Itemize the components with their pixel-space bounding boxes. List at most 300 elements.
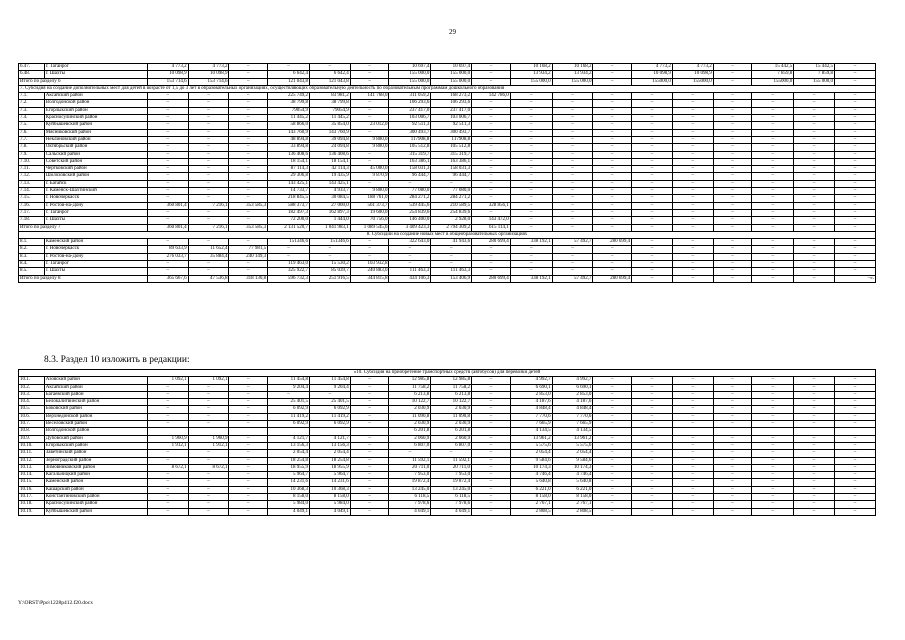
table-cell: 5 984,0: [309, 501, 350, 508]
table-cell: –: [229, 413, 268, 420]
table-cell: 153 714,6: [147, 78, 188, 85]
table-cell: –: [752, 253, 794, 260]
table-cell: 6 118,5: [389, 494, 431, 501]
table-title-row: [19, 370, 876, 377]
table-cell: 11 090,8: [389, 413, 431, 420]
table-cell: –: [510, 209, 552, 216]
district-name: Красносулинский район: [44, 501, 147, 508]
table-cell: 4 049,1: [309, 508, 350, 515]
table-cell: –: [593, 435, 632, 442]
table-cell: –: [632, 115, 673, 122]
table-cell: 338 192,1: [510, 239, 552, 246]
table-cell: –: [593, 158, 632, 165]
table-cell: 365 667,6: [147, 275, 188, 282]
table-cell: 151346,6: [309, 239, 350, 246]
table-cell: –: [672, 494, 713, 501]
table-row: [19, 209, 876, 216]
table-cell: –: [510, 151, 552, 158]
table-cell: 77 080,0: [431, 188, 472, 195]
table-cell: 7 953,0: [431, 472, 472, 479]
table-cell: –: [672, 377, 713, 384]
row-number: 7.15.: [19, 195, 45, 202]
table-cell: 280 699,4: [472, 239, 511, 246]
table-cell: –: [147, 173, 188, 180]
table-cell: 254 839,6: [389, 209, 431, 216]
table-cell: –: [510, 180, 552, 187]
table-cell: –: [472, 479, 511, 486]
table-cell: 13 245,0: [389, 486, 431, 493]
table-cell: –: [835, 71, 876, 78]
table-cell: –: [834, 472, 875, 479]
table-cell: –: [835, 173, 876, 180]
table-cell: –: [834, 377, 875, 384]
table-cell: 136 408,6: [309, 151, 350, 158]
table-cell: 240 883,0: [350, 268, 389, 275]
table-cell: –: [552, 209, 593, 216]
table-cell: –: [188, 180, 229, 187]
table-cell: –: [350, 464, 389, 471]
district-name: Белокалитвинский район: [44, 399, 147, 406]
table-cell: –: [593, 173, 632, 180]
table-cell: –: [510, 144, 552, 151]
table-cell: –: [188, 413, 229, 420]
table-cell: –: [472, 494, 511, 501]
district-name: Советский район: [44, 158, 147, 165]
table-cell: 4 049,1: [268, 508, 310, 515]
table-cell: –: [593, 64, 632, 71]
table-cell: 146 400,0: [389, 217, 431, 224]
table-cell: –: [472, 406, 511, 413]
table-cell: 13 934,2: [552, 71, 593, 78]
table-cell: 106 293,6: [389, 100, 431, 107]
table-cell: 6 118,5: [431, 494, 472, 501]
table-cell: –: [268, 253, 310, 260]
table-cell: –: [229, 195, 268, 202]
table-cell: –: [794, 399, 835, 406]
table-cell: –: [552, 253, 593, 260]
table-cell: –: [472, 158, 511, 165]
table-cell: 280 699,4: [593, 275, 632, 282]
table-cell: 155000,0: [632, 78, 673, 85]
table-cell: –: [552, 217, 593, 224]
table-cell: 7 216,1: [188, 202, 229, 209]
table-cell: –: [794, 501, 835, 508]
table-cell: 13 156,3: [268, 442, 310, 449]
table-cell: 143 425,1: [309, 180, 350, 187]
table-cell: 19 600,0: [350, 209, 389, 216]
table-cell: 89 633,9: [147, 246, 188, 253]
table-cell: –: [147, 195, 188, 202]
table-cell: –: [147, 391, 188, 398]
table-cell: –: [552, 261, 593, 268]
table-cell: 11 090,8: [431, 413, 472, 420]
table-cell: –: [188, 129, 229, 136]
table-cell: –: [552, 173, 593, 180]
table-cell: –: [752, 494, 794, 501]
table-cell: –: [593, 78, 632, 85]
row-number: 10.5.: [19, 406, 45, 413]
table-row: [19, 180, 876, 187]
table-cell: –: [593, 209, 632, 216]
district-name: Куйбышевский район: [44, 508, 147, 515]
table-cell: 6 092,9: [309, 421, 350, 428]
table-cell: –: [552, 107, 593, 114]
table-cell: –: [188, 166, 229, 173]
table-cell: –: [593, 494, 632, 501]
table-cell: –: [794, 180, 835, 187]
table-cell: 434 106,3: [389, 275, 431, 282]
row-number: 10.8.: [19, 428, 45, 435]
table-cell: 6 642,4: [309, 71, 350, 78]
table-cell: 10 098,9: [632, 71, 673, 78]
table-cell: –: [350, 435, 389, 442]
table-cell: –: [229, 107, 268, 114]
table-cell: –: [593, 413, 632, 420]
table-cell: –: [350, 158, 389, 165]
table-cell: –: [632, 173, 673, 180]
row-number: 10.1.: [19, 377, 45, 384]
table-cell: 45 000,0: [350, 166, 389, 173]
table-cell: –: [752, 224, 794, 231]
table-cell: –: [672, 450, 713, 457]
section-title: 8. Субсидии на создание новых мест в общеобразовательных организациях: [19, 231, 876, 238]
table-cell: –: [229, 399, 268, 406]
table-cell: –: [713, 173, 752, 180]
row-number: 8.4.: [19, 261, 45, 268]
row-number: 7.17.: [19, 209, 45, 216]
table-row: [19, 428, 876, 435]
table-cell: 7 978,6: [431, 501, 472, 508]
row-number: 10.18.: [19, 501, 45, 508]
table-cell: 103 932,8: [350, 261, 389, 268]
table-cell: –: [350, 457, 389, 464]
district-name: Кагальницкий район: [44, 472, 147, 479]
table-cell: –: [472, 151, 511, 158]
table-row: [19, 202, 876, 209]
table-cell: –: [672, 472, 713, 479]
row-number: 10.17.: [19, 494, 45, 501]
table-cell: –: [752, 435, 794, 442]
table-cell: –: [835, 158, 876, 165]
table-cell: 210 589,5: [431, 202, 472, 209]
table-cell: –: [672, 93, 713, 100]
table-cell: –: [713, 129, 752, 136]
district-name: Егорлыкский район: [44, 442, 147, 449]
table-cell: 155 000,0: [510, 78, 552, 85]
table-cell: –: [632, 501, 673, 508]
table-row: [19, 129, 876, 136]
table-cell: –: [632, 188, 673, 195]
table-cell: 9 800,0: [350, 144, 389, 151]
table-cell: 2 054,4: [309, 450, 350, 457]
table-cell: –: [794, 246, 835, 253]
table-cell: 218 845,5: [268, 195, 310, 202]
table-cell: –: [632, 180, 673, 187]
district-name: Октябрьский район: [44, 144, 147, 151]
table-cell: –: [632, 399, 673, 406]
table-cell: –: [834, 413, 875, 420]
table-cell: –: [632, 144, 673, 151]
table-cell: –: [147, 472, 188, 479]
table-cell: –: [834, 406, 875, 413]
table-cell: –: [713, 71, 752, 78]
table-cell: –: [672, 246, 713, 253]
district-name: Куйбышевский район: [44, 122, 147, 129]
table-row: [19, 136, 876, 143]
table-cell: –: [834, 494, 875, 501]
table-cell: 328 856,1: [472, 202, 511, 209]
budget-table-part-1: [18, 63, 876, 283]
district-name: г. Таганрог: [44, 64, 147, 71]
table-cell: –: [147, 188, 188, 195]
table-cell: 338 192,1: [510, 275, 552, 282]
table-cell: –: [350, 384, 389, 391]
table-cell: –: [632, 209, 673, 216]
table-cell: –: [835, 268, 876, 275]
table-cell: –: [713, 158, 752, 165]
table-cell: –: [147, 136, 188, 143]
table-cell: 57 492,7: [552, 275, 593, 282]
table-cell: –: [632, 261, 673, 268]
row-number: 7.18.: [19, 217, 45, 224]
table-cell: –: [632, 136, 673, 143]
table-cell: 18 254,8: [309, 457, 350, 464]
table-cell: –: [672, 253, 713, 260]
table-cell: –: [835, 136, 876, 143]
table-cell: 106 293,6: [431, 100, 472, 107]
table-row: [19, 275, 876, 282]
table-cell: –: [632, 377, 673, 384]
table-cell: 4 121,7: [309, 435, 350, 442]
table-cell: –: [632, 166, 673, 173]
table-cell: –: [147, 100, 188, 107]
table-cell: 9 800,0: [350, 188, 389, 195]
table-cell: 35 854,0: [309, 122, 350, 129]
table-cell: 153 714,6: [188, 78, 229, 85]
total-label: Итого по разделу 8: [19, 275, 148, 282]
table-cell: –: [713, 442, 752, 449]
table-cell: 315 319,7: [431, 151, 472, 158]
district-name: Каменский район: [44, 479, 147, 486]
table-cell: 4 187,6: [510, 399, 552, 406]
table-cell: –: [229, 450, 268, 457]
table-cell: –: [229, 93, 268, 100]
table-cell: 18 154,1: [268, 158, 310, 165]
table-cell: –: [632, 93, 673, 100]
row-number: 10.3.: [19, 391, 45, 398]
district-name: Чертковский район: [44, 166, 147, 173]
table-cell: –: [472, 384, 511, 391]
table-cell: –: [794, 158, 835, 165]
table-cell: –: [632, 253, 673, 260]
table-cell: 30 084,5: [309, 195, 350, 202]
table-cell: –: [835, 195, 876, 202]
table-row: [19, 93, 876, 100]
table-cell: –: [835, 217, 876, 224]
table-cell: –: [593, 129, 632, 136]
table-cell: 6 642,4: [268, 71, 310, 78]
table-cell: 18 955,9: [309, 464, 350, 471]
table-cell: –: [835, 78, 876, 85]
table-cell: 14 231,6: [268, 479, 310, 486]
table-cell: 9 204,4: [268, 384, 310, 391]
row-number: 10.15.: [19, 479, 45, 486]
table-cell: 2 808,5: [510, 508, 552, 515]
table-cell: 42 114,3: [309, 166, 350, 173]
table-cell: –: [672, 479, 713, 486]
table-cell: –: [794, 188, 835, 195]
table-cell: 11 592,1: [389, 457, 431, 464]
table-cell: –: [229, 435, 268, 442]
table-cell: 48 894,8: [268, 136, 310, 143]
table-cell: –: [472, 246, 511, 253]
table-cell: –: [147, 107, 188, 114]
table-cell: 4 746,4: [552, 472, 593, 479]
table-cell: –: [593, 144, 632, 151]
table-cell: [147, 428, 188, 435]
table-cell: 225 749,2: [268, 93, 310, 100]
table-cell: –: [552, 202, 593, 209]
table-cell: –: [593, 391, 632, 398]
table-cell: –: [593, 464, 632, 471]
table-cell: –: [632, 508, 673, 515]
table-cell: 119 463,0: [268, 261, 310, 268]
table-cell: –: [672, 413, 713, 420]
table-cell: –: [431, 180, 472, 187]
table-cell: 4 746,4: [510, 472, 552, 479]
table-cell: –: [147, 209, 188, 216]
table-cell: –: [752, 406, 794, 413]
table-cell: –: [593, 107, 632, 114]
table-cell: 142 786,0: [472, 93, 511, 100]
table-cell: –: [713, 486, 752, 493]
table-cell: 5 984,0: [268, 501, 310, 508]
table-cell: –: [350, 486, 389, 493]
table-cell: –: [593, 377, 632, 384]
table-cell: 7 665,9: [552, 421, 593, 428]
file-path-footer: Y:\ORST\Ppo\1228p412.f20.docx: [18, 600, 93, 606]
table-cell: –: [752, 93, 794, 100]
table-cell: –: [229, 457, 268, 464]
table-cell: –: [188, 450, 229, 457]
table-cell: –: [713, 100, 752, 107]
table-cell: –: [713, 421, 752, 428]
table-cell: 111 463,3: [431, 268, 472, 275]
table-cell: –: [794, 486, 835, 493]
table-cell: –: [713, 217, 752, 224]
table-cell: 4 773,2: [188, 64, 229, 71]
table-cell: 13 156,3: [309, 442, 350, 449]
table-cell: –: [835, 180, 876, 187]
table-cell: –: [794, 166, 835, 173]
table-cell: 38 799,8: [268, 100, 310, 107]
row-number: 7.14.: [19, 188, 45, 195]
table-cell: –: [593, 472, 632, 479]
table-cell: –: [672, 406, 713, 413]
table-cell: –: [147, 406, 188, 413]
table-row: [19, 472, 876, 479]
table-cell: –: [472, 501, 511, 508]
table-cell: –: [188, 501, 229, 508]
table-cell: –: [713, 435, 752, 442]
table-cell: 6 201,8: [389, 428, 431, 435]
table-cell: –: [188, 399, 229, 406]
table-cell: 6 213,8: [431, 391, 472, 398]
table-cell: –: [713, 253, 752, 260]
table-cell: 1 960,9: [147, 435, 188, 442]
table-cell: –: [593, 399, 632, 406]
table-cell: –: [593, 166, 632, 173]
table-cell: 15 442,5: [752, 64, 794, 71]
table-cell: 4 848,4: [552, 406, 593, 413]
table-cell: –: [713, 122, 752, 129]
table-cell: –: [632, 100, 673, 107]
table-cell: –: [510, 246, 552, 253]
table-cell: 13 961,2: [510, 435, 552, 442]
table-cell: –: [713, 115, 752, 122]
row-number: 7.7.: [19, 136, 45, 143]
table-cell: 11 758,2: [431, 384, 472, 391]
table-cell: –: [835, 64, 876, 71]
table-cell: 155000,0: [672, 78, 713, 85]
table-cell: –: [472, 268, 511, 275]
table-cell: –: [794, 457, 835, 464]
table-cell: –: [672, 217, 713, 224]
table-cell: –: [835, 122, 876, 129]
table-cell: 6 690,1: [510, 384, 552, 391]
table-row: [19, 173, 876, 180]
table-cell: –: [834, 501, 875, 508]
table-cell: –: [472, 180, 511, 187]
table-cell: 117908,8: [431, 136, 472, 143]
table-cell: –: [632, 195, 673, 202]
table-cell: –: [752, 115, 794, 122]
table-cell: –: [472, 435, 511, 442]
table-cell: 1 912,1: [147, 442, 188, 449]
table-cell: –: [147, 144, 188, 151]
table-cell: –: [632, 202, 673, 209]
table-cell: 10 368,3: [309, 486, 350, 493]
table-cell: –: [794, 377, 835, 384]
table-cell: 1 041 983,1: [309, 224, 350, 231]
table-cell: 143 760,9: [309, 129, 350, 136]
table-title: «10. Субсидия на приобретение транспортных средств (автобусов) для перевозки детей: [19, 370, 876, 377]
table-cell: –: [188, 508, 229, 515]
table-cell: –: [350, 508, 389, 515]
table-cell: –: [672, 464, 713, 471]
table-cell: 251 916,5: [309, 275, 350, 282]
table-cell: –: [672, 144, 713, 151]
table-row: [19, 494, 876, 501]
table-cell: –: [672, 384, 713, 391]
table-cell: [309, 428, 350, 435]
table-cell: [752, 428, 794, 435]
table-cell: –: [713, 64, 752, 71]
table-cell: –: [752, 202, 794, 209]
table-cell: 4 848,4: [510, 406, 552, 413]
table-cell: 121 043,8: [268, 78, 310, 85]
table-cell: –: [389, 246, 431, 253]
table-cell: –: [794, 93, 835, 100]
district-name: Константиновский район: [44, 494, 147, 501]
table-cell: 2 853,0: [510, 391, 552, 398]
table-cell: 9 204,4: [309, 384, 350, 391]
table-row: [19, 421, 876, 428]
table-cell: –: [672, 173, 713, 180]
table-cell: –: [834, 421, 875, 428]
table-cell: –: [350, 71, 389, 78]
row-number: 7.10.: [19, 158, 45, 165]
